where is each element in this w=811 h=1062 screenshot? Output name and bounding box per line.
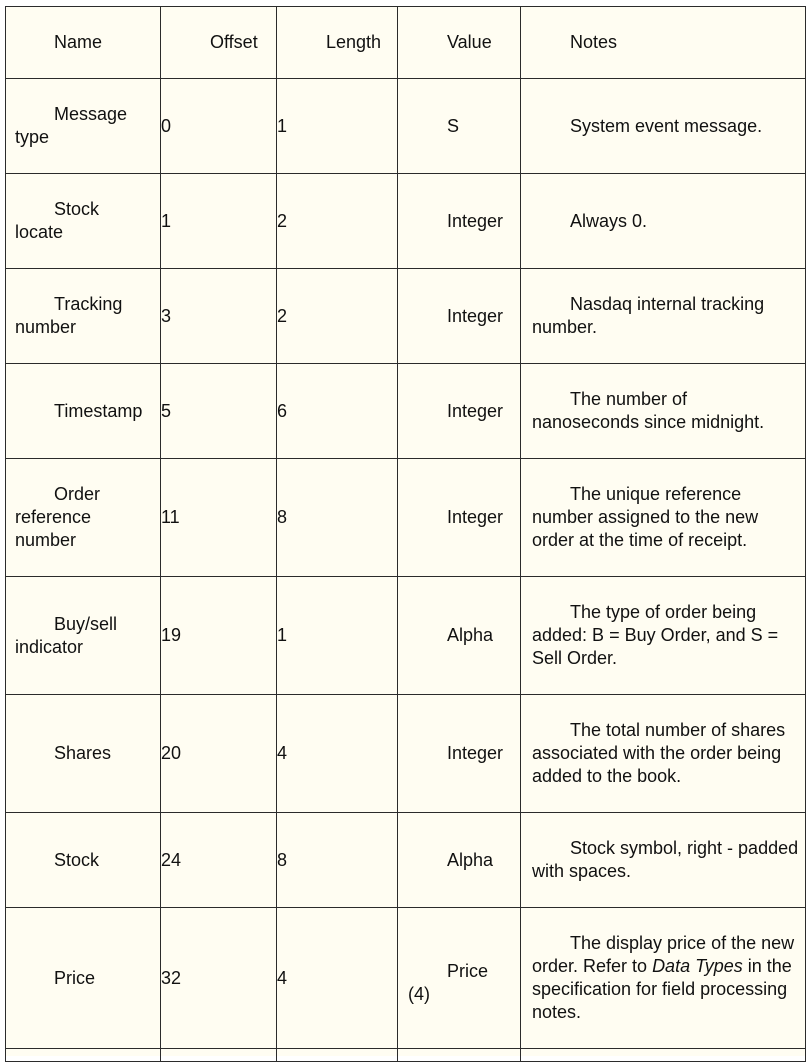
table-row bbox=[6, 269, 806, 364]
row-value: Integer bbox=[447, 743, 504, 763]
row-length: 1 bbox=[277, 115, 288, 136]
row-offset: 32 bbox=[161, 967, 182, 988]
table-row bbox=[6, 364, 806, 459]
row-notes-text: in the specification for field processing notes. bbox=[532, 956, 792, 1022]
row-name: Shares bbox=[54, 743, 112, 763]
row-value: Integer bbox=[447, 507, 504, 527]
row-offset: 5 bbox=[161, 400, 172, 421]
row-name: Timestamp bbox=[54, 400, 143, 421]
row-name: Buy/sell indicator bbox=[15, 613, 118, 657]
row-value: S bbox=[447, 115, 460, 136]
row-name: Stock locate bbox=[15, 199, 100, 242]
table-row-partial bbox=[6, 1049, 806, 1062]
row-value: Alpha bbox=[447, 849, 494, 870]
row-value: Integer bbox=[447, 210, 504, 231]
row-notes: The unique reference number assigned to the new order at the time of receipt. bbox=[532, 484, 759, 550]
table-row bbox=[6, 908, 806, 1049]
row-length: 8 bbox=[277, 507, 288, 527]
row-value: Price (4) bbox=[408, 961, 489, 1004]
row-notes-text: The display price of the new order. Refer to bbox=[532, 933, 795, 976]
data-types-reference: Data Types bbox=[652, 956, 743, 976]
row-notes bbox=[521, 932, 805, 1024]
table-header-row bbox=[6, 7, 806, 79]
header-offset: Offset bbox=[210, 32, 258, 52]
header-name: Name bbox=[54, 32, 103, 52]
row-value: Integer bbox=[447, 305, 504, 326]
table-row bbox=[6, 459, 806, 577]
row-length: 2 bbox=[277, 210, 288, 231]
row-length: 4 bbox=[277, 967, 288, 988]
row-notes: Stock symbol, right - padded with spaces. bbox=[532, 838, 799, 881]
header-value: Value bbox=[447, 32, 492, 52]
table-row bbox=[6, 577, 806, 695]
row-notes: Nasdaq internal tracking number. bbox=[532, 294, 765, 337]
row-offset: 11 bbox=[161, 507, 180, 527]
row-name: Price bbox=[54, 967, 96, 988]
row-length: 1 bbox=[277, 625, 288, 645]
row-offset: 0 bbox=[161, 115, 172, 136]
row-name: Tracking number bbox=[15, 294, 123, 337]
row-notes: The type of order being added: B = Buy Order, and S = Sell Order. bbox=[532, 602, 779, 668]
row-name: Order reference number bbox=[15, 484, 101, 550]
row-offset: 19 bbox=[161, 625, 182, 645]
row-offset: 20 bbox=[161, 743, 182, 763]
row-name: Stock bbox=[54, 849, 100, 870]
table-row bbox=[6, 79, 806, 174]
table-row bbox=[6, 174, 806, 269]
row-value: Integer bbox=[447, 400, 504, 421]
header-length: Length bbox=[326, 32, 382, 52]
row-name: Message type bbox=[15, 104, 128, 147]
message-format-table bbox=[5, 6, 806, 1062]
header-notes: Notes bbox=[570, 32, 618, 52]
table-row bbox=[6, 695, 806, 813]
row-length: 6 bbox=[277, 400, 288, 421]
row-offset: 3 bbox=[161, 305, 172, 326]
row-length: 4 bbox=[277, 743, 288, 763]
row-length: 2 bbox=[277, 305, 288, 326]
row-offset: 24 bbox=[161, 849, 182, 870]
row-notes: The total number of shares associated with the order being added to the book. bbox=[532, 720, 786, 786]
row-notes: The number of nanoseconds since midnight. bbox=[532, 389, 765, 432]
row-length: 8 bbox=[277, 849, 288, 870]
row-notes: System event message. bbox=[570, 115, 763, 136]
row-offset: 1 bbox=[161, 210, 172, 231]
table-row bbox=[6, 813, 806, 908]
row-value: Alpha bbox=[447, 625, 494, 645]
row-notes: Always 0. bbox=[570, 210, 648, 231]
